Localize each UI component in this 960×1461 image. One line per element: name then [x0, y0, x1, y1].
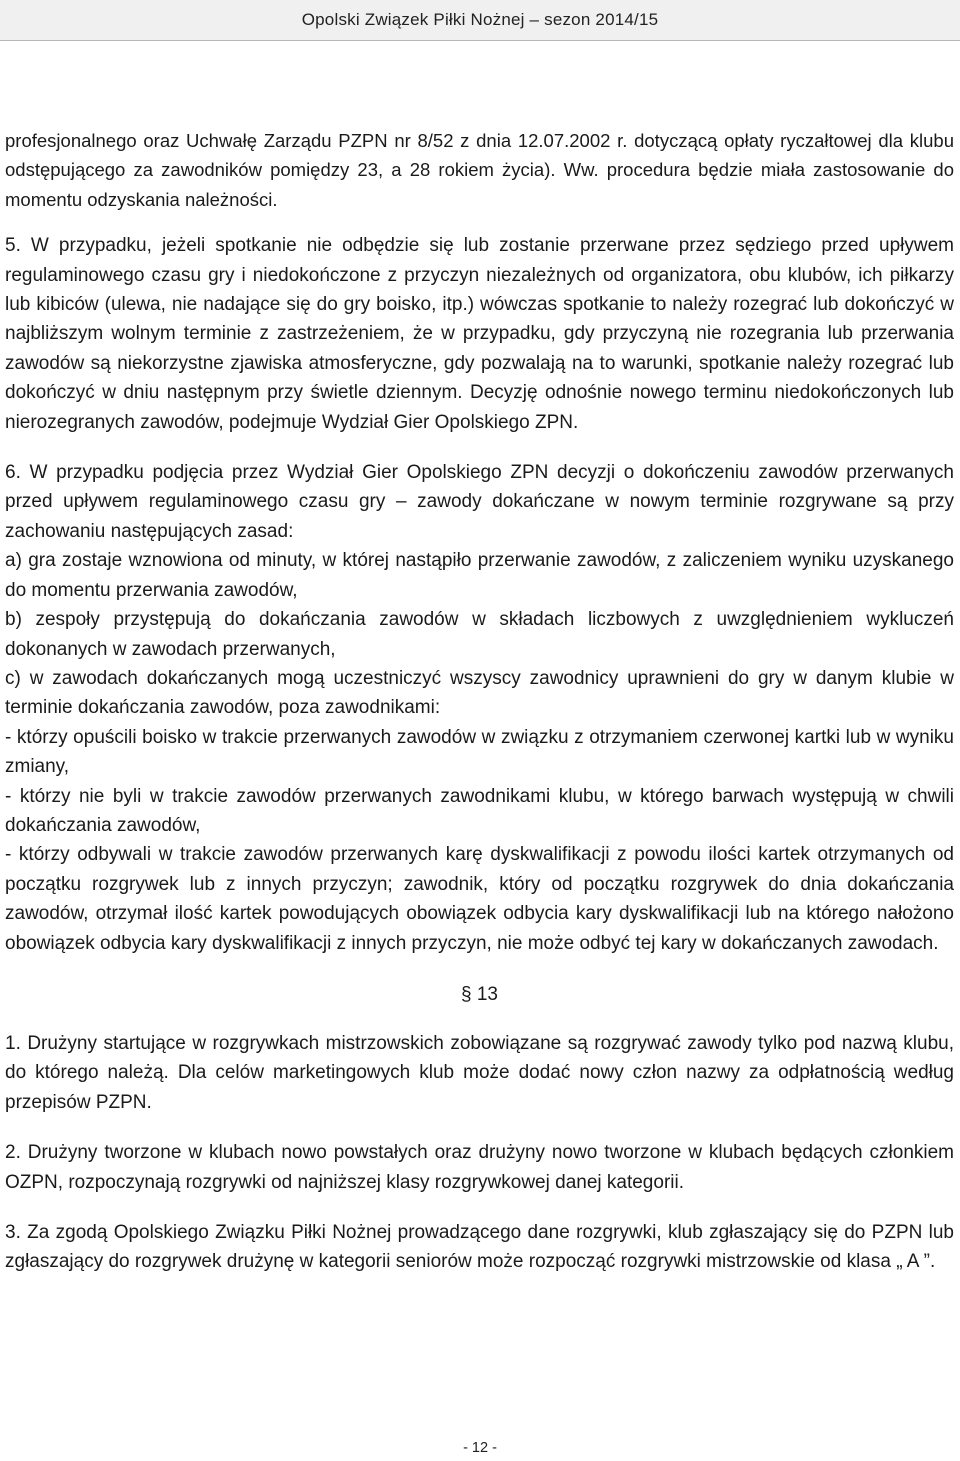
- section-heading: § 13: [461, 983, 498, 1005]
- section-13-point-1: 1. Drużyny startujące w rozgrywkach mistrzowskich zobowiązane są rozgrywać zawody tylko pod nazwą klubu, do którego należą. Dla celów marketingowych klub może dodać nowy człon nazwy za odpłatnością według przepisów PZPN.: [5, 1032, 954, 1113]
- section-13-point-2: 2. Drużyny tworzone w klubach nowo powstałych oraz drużyny nowo tworzone w klubach będących członkiem OZPN, rozpoczynają rozgrywki od najniższej klasy rozgrywkowej danej kategorii.: [5, 1142, 954, 1193]
- document-body: [5, 126, 954, 1277]
- header-title: Opolski Związek Piłki Nożnej – sezon 2014/15: [301, 10, 659, 29]
- dash-item-3: - którzy odbywali w trakcie zawodów przerwanych karę dyskwalifikacji z powodu ilości kartek otrzymanych od początku rozgrywek lub z innych przyczyn; zawodnik, który od początku rozgrywek do dnia dokańczania zawodów, otrzymał ilość kartek powodujących obowiązek odbycia kary dyskwalifikacji lub na którego nałożono obowiązek odbycia kary dyskwalifikacji z innych przyczyn, nie może odbyć tej kary w dokańczanych zawodach.: [5, 844, 954, 954]
- paragraph-6: 6. W przypadku podjęcia przez Wydział Gier Opolskiego ZPN decyzji o dokończeniu zawodów przerwanych przed upływem regulaminowego czasu gry – zawody dokańczane w nowym terminie rozgrywane są przy zachowaniu następujących zasad:: [5, 462, 954, 542]
- dash-item-2: - którzy nie byli w trakcie zawodów przerwanych zawodnikami klubu, w którego barwach występują w chwili dokańczania zawodów,: [5, 785, 954, 836]
- paragraph-6b: b) zespoły przystępują do dokańczania zawodów w składach liczbowych z uwzględnieniem wykluczeń dokonanych w zawodach przerwanych,: [5, 609, 954, 660]
- page-number: - 12 -: [463, 1440, 497, 1456]
- running-header: [0, 0, 960, 41]
- dash-item-1: - którzy opuścili boisko w trakcie przerwanych zawodów w związku z otrzymaniem czerwonej kartki lub w wyniku zmiany,: [5, 726, 954, 778]
- paragraph-6a: a) gra zostaje wznowiona od minuty, w której nastąpiło przerwanie zawodów, z zaliczeniem wyniku uzyskanego do momentu przerwania zawodów,: [5, 550, 954, 601]
- paragraph-intro: profesjonalnego oraz Uchwałę Zarządu PZPN nr 8/52 z dnia 12.07.2002 r. dotyczącą opłaty ryczałtowej dla klubu odstępującego za zawodników pomiędzy 23, a 28 rokiem życia). Ww. procedura będzie miała zastosowanie do momentu odzyskania należności.: [5, 130, 954, 210]
- section-13-point-3: 3. Za zgodą Opolskiego Związku Piłki Nożnej prowadzącego dane rozgrywki, klub zgłaszający się do PZPN lub zgłaszający do rozgrywek drużynę w kategorii seniorów może rozpocząć rozgrywki mistrzowskie od klasa „ A ”.: [5, 1222, 954, 1273]
- paragraph-6c: c) w zawodach dokańczanych mogą uczestniczyć wszyscy zawodnicy uprawnieni do gry w danym klubie w terminie dokańczania zawodów, poza zawodnikami:: [5, 667, 954, 719]
- paragraph-5: 5. W przypadku, jeżeli spotkanie nie odbędzie się lub zostanie przerwane przez sędziego przed upływem regulaminowego czasu gry i niedokończone z przyczyn niezależnych od organizatora, obu klubów, ich piłkarzy lub kibiców (ulewa, nie nadające się do gry boisko, itp.) wówczas spotkanie to należy rozegrać lub dokończyć w najbliższym wolnym terminie z zastrzeżeniem, że w przypadku, gdy przyczyną nie rozegrania lub przerwania zawodów są niekorzystne zjawiska atmosferyczne, gdy pozwalają na to warunki, spotkanie należy rozegrać lub dokończyć w dniu następnym przy świetle dziennym. Decyzję odnośnie nowego terminu niedokończonych lub nierozegranych zawodów, podejmuje Wydział Gier Opolskiego ZPN.: [5, 235, 954, 433]
